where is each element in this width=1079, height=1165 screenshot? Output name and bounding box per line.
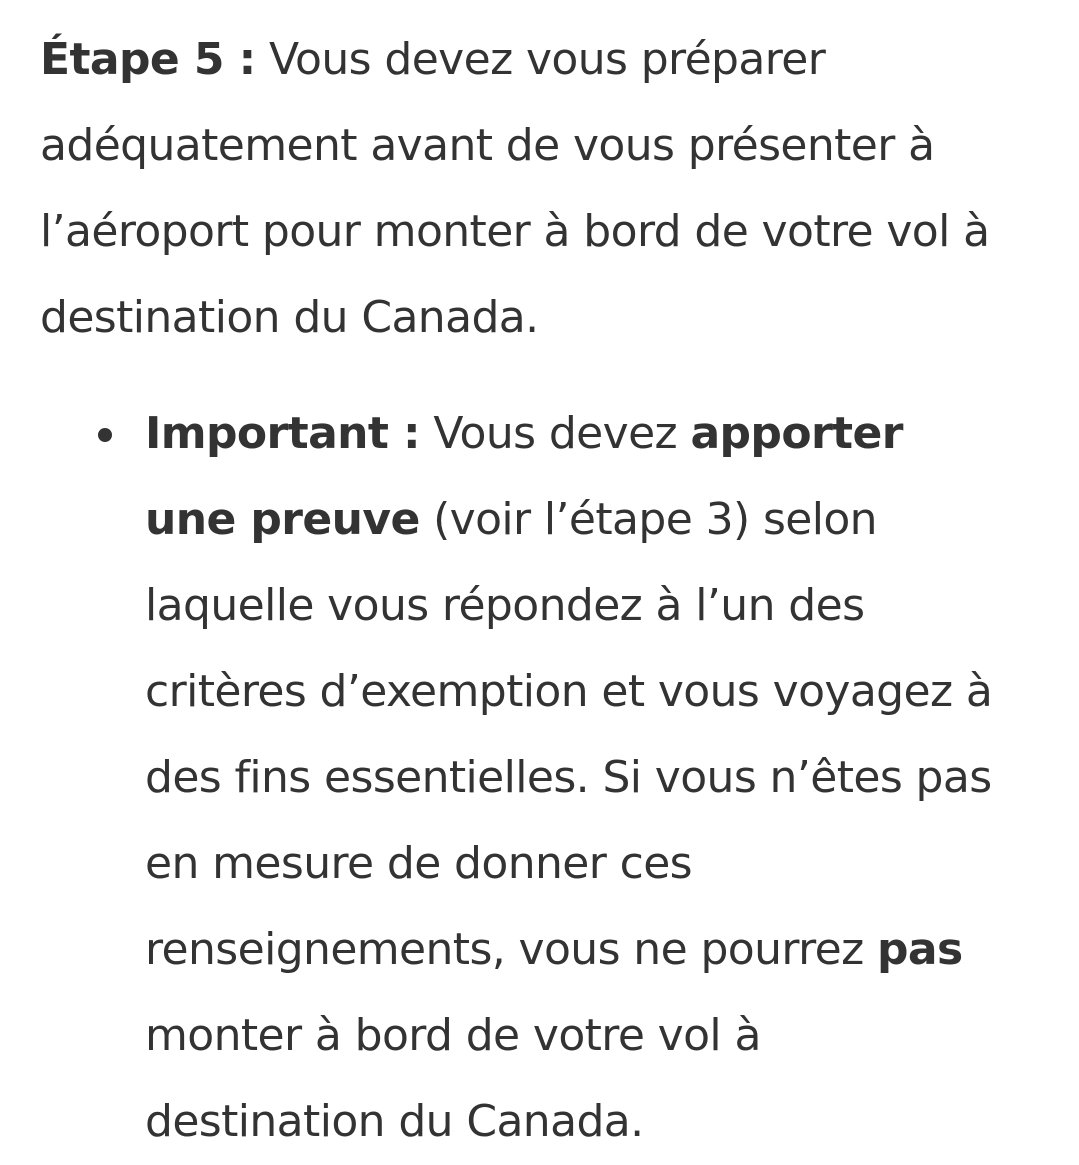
- step-paragraph: [40, 17, 1030, 361]
- important-text-3: monter à bord de votre vol à destination du Canada.: [145, 1010, 761, 1147]
- step-label: Étape 5 :: [40, 34, 256, 85]
- bullet-dot-icon: [98, 428, 112, 442]
- important-text-2: (voir l’étape 3) selon laquelle vous répondez à l’un des critères d’exemption et vous voyagez à des fins essentielles. Si vous n’êtes pas en mesure de donner ces renseignements, vous ne pourrez: [145, 494, 993, 975]
- important-bold-2: pas: [876, 924, 963, 975]
- list-item: [40, 391, 1000, 1165]
- step-text: Vous devez vous préparer adéquatement avant de vous présenter à l’aéroport pour monter à bord de votre vol à destination du Canada.: [40, 34, 990, 343]
- important-text-1: Vous devez: [420, 408, 691, 459]
- important-label: Important :: [145, 408, 421, 459]
- important-list: [40, 391, 1040, 1165]
- important-bold-1: apporter une preuve: [145, 408, 903, 545]
- content-area: [40, 17, 1040, 1147]
